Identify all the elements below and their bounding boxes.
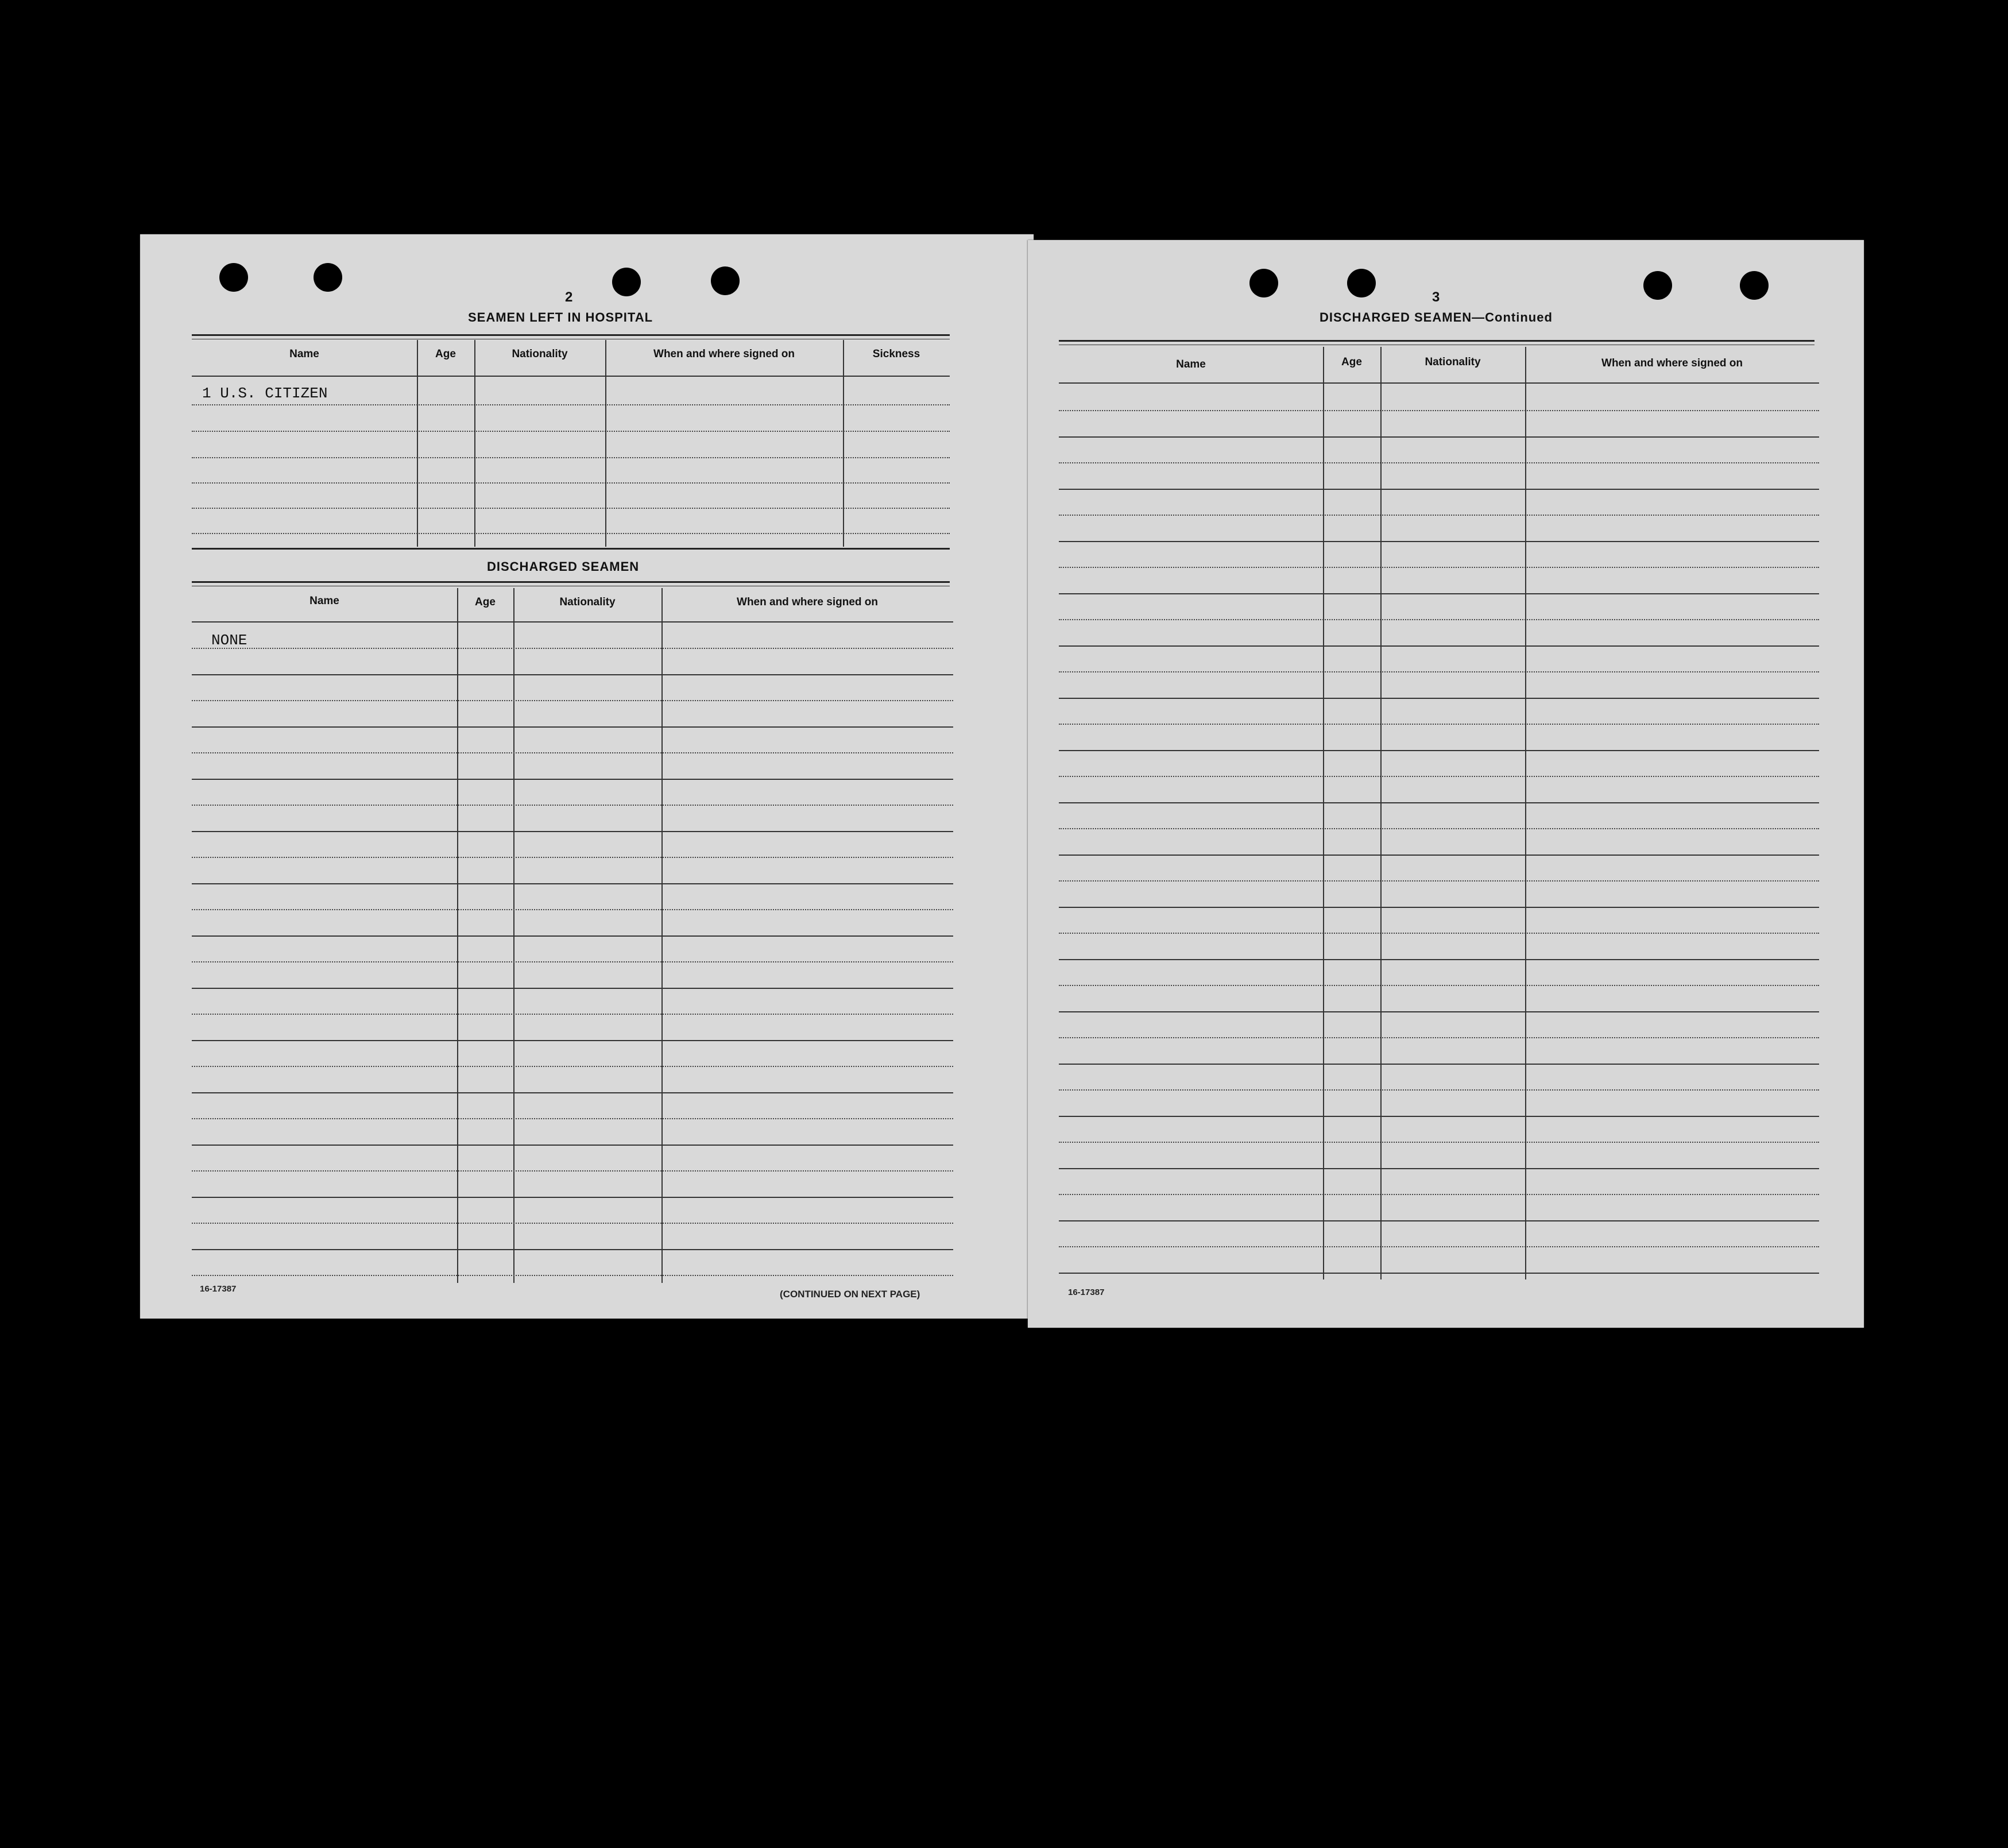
hospital-col-signed-on: When and where signed on (653, 348, 795, 360)
ruled-line (192, 1040, 953, 1041)
ruled-line (192, 909, 953, 910)
ruled-line (1059, 489, 1819, 490)
ruled-line (192, 1066, 953, 1067)
ruled-line (1059, 1220, 1819, 1221)
ruled-line (192, 1170, 953, 1172)
continued-note: (CONTINUED ON NEXT PAGE) (780, 1289, 920, 1300)
ruled-line (192, 1249, 953, 1250)
hospital-col-name: Name (289, 348, 319, 360)
hospital-col-age: Age (435, 348, 456, 360)
right-col-nationality: Nationality (1425, 356, 1481, 368)
ruled-line (1059, 1116, 1819, 1117)
right-col-signed-on: When and where signed on (1601, 357, 1743, 369)
discharged-col-name: Name (309, 595, 339, 607)
page-number-left: 2 (565, 289, 573, 305)
ruled-line (1059, 985, 1819, 986)
ruled-line (1059, 776, 1819, 777)
ruled-line (1059, 436, 1819, 438)
ruled-line (1059, 1273, 1819, 1274)
hospital-col-sickness: Sickness (872, 348, 920, 360)
ruled-line (1059, 855, 1819, 856)
ruled-line (192, 961, 953, 962)
ruled-line (1059, 593, 1819, 594)
ruled-line (1059, 1037, 1819, 1038)
page-number-right: 3 (1432, 289, 1440, 305)
ruled-line (192, 1223, 953, 1224)
ruled-line (192, 700, 953, 701)
ruled-line (192, 857, 953, 858)
punch-hole (612, 268, 641, 296)
divider (1059, 340, 1814, 342)
hospital-section-title: SEAMEN LEFT IN HOSPITAL (468, 310, 653, 324)
continued-section-title: DISCHARGED SEAMEN—Continued (1320, 310, 1553, 324)
ruled-line (192, 674, 953, 675)
ruled-line (192, 805, 953, 806)
ruled-line (192, 726, 953, 728)
ruled-line (192, 1118, 953, 1119)
ruled-line (1059, 462, 1819, 463)
ruled-line (192, 752, 953, 753)
divider (192, 581, 950, 583)
punch-hole (1347, 269, 1376, 297)
ruled-line (1059, 410, 1819, 411)
ruled-line (1059, 880, 1819, 882)
ruled-line (192, 1275, 953, 1276)
discharged-col-age: Age (475, 596, 496, 608)
ruled-line (1059, 828, 1819, 829)
ruled-line (1059, 1194, 1819, 1195)
ruled-line (1059, 959, 1819, 960)
discharged-col-signed-on: When and where signed on (737, 596, 878, 608)
ruled-line (192, 831, 953, 832)
divider (192, 334, 950, 336)
ruled-line (192, 779, 953, 780)
punch-hole (1643, 271, 1672, 300)
ruled-line (1059, 933, 1819, 934)
ruled-line (1059, 1011, 1819, 1012)
ruled-line (192, 648, 953, 649)
punch-hole (1249, 269, 1278, 297)
right-col-name: Name (1176, 358, 1206, 370)
ruled-line (1059, 1168, 1819, 1169)
right-col-age: Age (1341, 356, 1362, 368)
ruled-line (1059, 1246, 1819, 1247)
discharged-table-right (1059, 347, 1819, 1279)
hospital-table (192, 340, 950, 547)
ruled-line (192, 1014, 953, 1015)
ruled-line (1059, 698, 1819, 699)
ruled-line (1059, 1064, 1819, 1065)
ruled-line (1059, 645, 1819, 647)
discharged-section-title: DISCHARGED SEAMEN (487, 559, 640, 574)
ruled-line (192, 1145, 953, 1146)
hospital-col-nationality: Nationality (512, 348, 568, 360)
ruled-line (192, 1197, 953, 1198)
ruled-line (192, 988, 953, 989)
ruled-line (1059, 750, 1819, 751)
ruled-line (1059, 515, 1819, 516)
divider (192, 548, 950, 550)
ruled-line (1059, 1089, 1819, 1091)
ruled-line (1059, 619, 1819, 620)
ruled-line (192, 935, 953, 937)
punch-hole (711, 266, 740, 295)
ruled-line (1059, 567, 1819, 568)
ruled-line (1059, 907, 1819, 908)
punch-hole (314, 263, 342, 292)
ruled-line (1059, 541, 1819, 542)
ruled-line (1059, 671, 1819, 672)
discharged-entry: NONE (211, 632, 247, 649)
discharged-col-nationality: Nationality (559, 596, 616, 608)
ruled-line (192, 1092, 953, 1093)
punch-hole (219, 263, 248, 292)
hospital-entry: 1 U.S. CITIZEN (202, 385, 328, 402)
ruled-line (1059, 802, 1819, 803)
ruled-line (1059, 1142, 1819, 1143)
form-id-left: 16-17387 (200, 1284, 237, 1294)
ruled-line (1059, 724, 1819, 725)
form-id-right: 16-17387 (1068, 1288, 1105, 1297)
punch-hole (1740, 271, 1769, 300)
discharged-table-left (192, 588, 953, 1283)
ruled-line (192, 883, 953, 884)
